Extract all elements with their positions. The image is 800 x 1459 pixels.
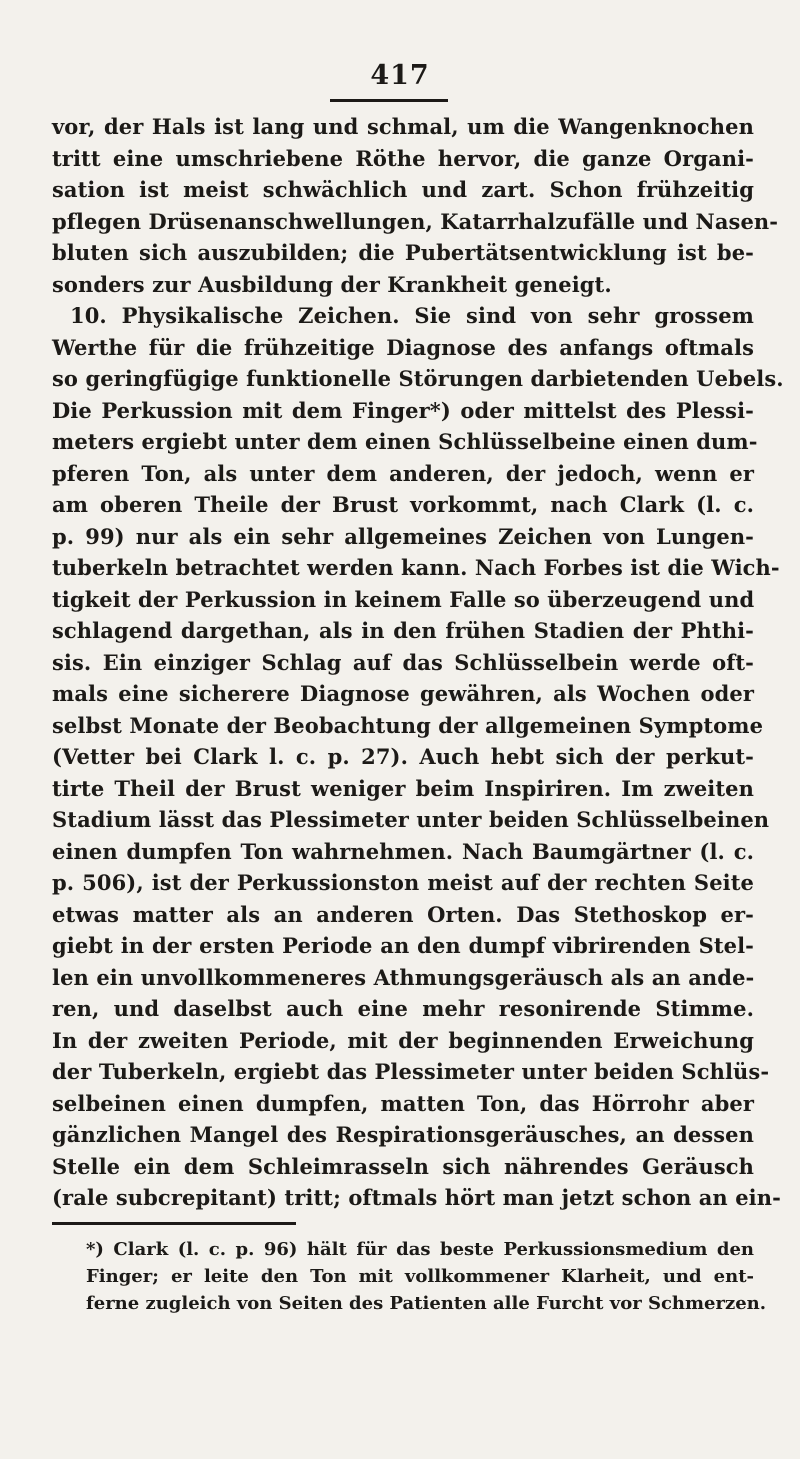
text-line: 10. Physikalische Zeichen. Sie sind von sehr grossem	[70, 303, 754, 328]
text-line: sis. Ein einziger Schlag auf das Schlüsselbein werde oft-	[52, 649, 754, 675]
footnote-line: Finger; er leite den Ton mit vollkommener Klarheit, und ent-	[86, 1266, 754, 1287]
text-line: (Vetter bei Clark l. c. p. 27). Auch hebt sich der perkut-	[52, 744, 754, 769]
text-line: ren, und daselbst auch eine mehr resonirende Stimme.	[52, 996, 754, 1021]
text-line: etwas matter als an anderen Orten. Das Stethoskop er-	[52, 901, 754, 927]
header-rule	[330, 99, 448, 102]
text-line: mals eine sicherere Diagnose gewähren, als Wochen oder	[52, 681, 754, 706]
text-line: selbeinen einen dumpfen, matten Ton, das Hörrohr aber	[52, 1090, 754, 1116]
footnote-rule	[52, 1222, 296, 1225]
text-line: Stelle ein dem Schleimrasseln sich nährendes Geräusch	[52, 1153, 754, 1179]
text-line: meters ergiebt unter dem einen Schlüsselbeine einen dum-	[52, 429, 758, 454]
text-line: tritt eine umschriebene Röthe hervor, die ganze Organi-	[52, 145, 754, 171]
text-line: giebt in der ersten Periode an den dumpf vibrirenden Stel-	[52, 933, 754, 958]
text-line: len ein unvollkommeneres Athmungsgeräusch als an ande-	[52, 964, 755, 990]
text-line: so geringfügige funktionelle Störungen darbietenden Uebels.	[52, 366, 784, 391]
text-line: gänzlichen Mangel des Respirationsgeräusches, an dessen	[52, 1122, 754, 1147]
footnote	[52, 1236, 767, 1317]
text-line: bluten sich auszubilden; die Pubertätsentwicklung ist be-	[52, 240, 754, 265]
text-line: tirte Theil der Brust weniger beim Inspiriren. Im zweiten	[52, 775, 754, 801]
text-line: schlagend dargethan, als in den frühen Stadien der Phthi-	[52, 618, 754, 643]
text-line: Werthe für die frühzeitige Diagnose des anfangs oftmals	[52, 334, 754, 360]
text-line: pferen Ton, als unter dem anderen, der jedoch, wenn er	[52, 460, 754, 486]
text-line: selbst Monate der Beobachtung der allgemeinen Symptome	[52, 712, 764, 738]
text-line: pflegen Drüsenanschwellungen, Katarrhalzufälle und Nasen-	[52, 208, 779, 234]
text-line: sation ist meist schwächlich und zart. Schon frühzeitig	[52, 177, 754, 202]
text-line: vor, der Hals ist lang und schmal, um die Wangenknochen	[52, 114, 754, 139]
footnote-line: *) Clark (l. c. p. 96) hält für das beste Perkussionsmedium den	[86, 1239, 754, 1260]
body-text	[52, 111, 784, 1214]
page-number: 417	[370, 60, 430, 91]
text-line: (rale subcrepitant) tritt; oftmals hört man jetzt schon an ein-	[52, 1185, 781, 1210]
text-line: der Tuberkeln, ergiebt das Plessimeter unter beiden Schlüs-	[52, 1059, 770, 1084]
text-line: am oberen Theile der Brust vorkommt, nach Clark (l. c.	[52, 492, 754, 517]
footnote-line: ferne zugleich von Seiten des Patienten alle Furcht vor Schmerzen.	[86, 1293, 767, 1314]
text-line: sonders zur Ausbildung der Krankheit geneigt.	[52, 271, 612, 297]
text-line: tigkeit der Perkussion in keinem Falle so überzeugend und	[52, 586, 755, 612]
text-line: tuberkeln betrachtet werden kann. Nach Forbes ist die Wich-	[52, 555, 780, 580]
text-line: p. 99) nur als ein sehr allgemeines Zeichen von Lungen-	[52, 523, 754, 549]
text-line: In der zweiten Periode, mit der beginnenden Erweichung	[52, 1027, 754, 1053]
text-line: einen dumpfen Ton wahrnehmen. Nach Baumgärtner (l. c.	[52, 838, 754, 864]
text-line: Die Perkussion mit dem Finger*) oder mittelst des Plessi-	[52, 397, 754, 423]
text-line: p. 506), ist der Perkussionston meist auf der rechten Seite	[52, 870, 754, 895]
text-line: Stadium lässt das Plessimeter unter beiden Schlüsselbeinen	[52, 807, 770, 832]
